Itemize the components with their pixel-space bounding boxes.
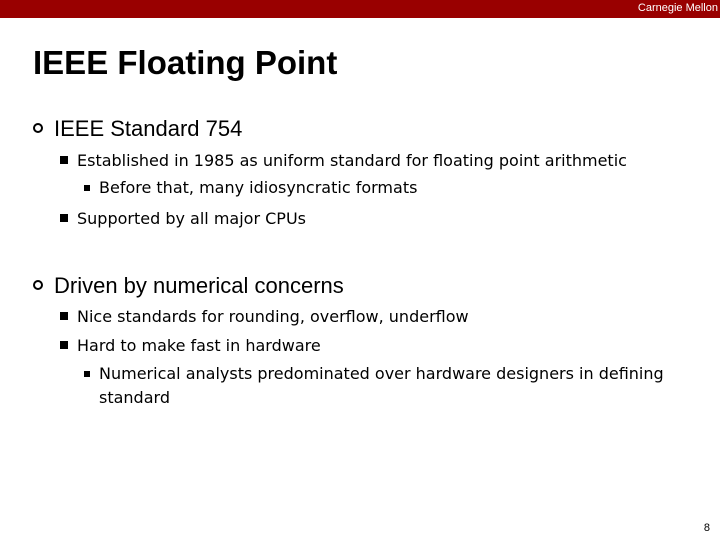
subbullet-idiosyncratic <box>84 176 684 200</box>
section-label: Driven by numerical concerns <box>54 273 344 298</box>
section-label: IEEE Standard 754 <box>54 116 243 141</box>
bullet-label: Hard to make fast in hardware <box>77 336 321 355</box>
subbullet-numerical-analysts <box>84 362 684 410</box>
square-bullet-icon <box>60 214 68 222</box>
brand-label: Carnegie Mellon <box>637 2 718 14</box>
subbullet-label: Before that, many idiosyncratic formats <box>99 178 418 197</box>
square-bullet-icon <box>60 341 68 349</box>
square-bullet-icon <box>60 312 68 320</box>
bullet-label: Supported by all major CPUs <box>77 209 306 228</box>
small-square-bullet-icon <box>84 371 90 377</box>
small-square-bullet-icon <box>84 185 90 191</box>
header-bar <box>0 0 720 18</box>
circle-bullet-icon <box>33 280 43 290</box>
bullet-label: Established in 1985 as uniform standard for floating point arithmetic <box>77 151 627 170</box>
bullet-label: Nice standards for rounding, overflow, underflow <box>77 307 469 326</box>
slide-title: IEEE Floating Point <box>33 44 338 81</box>
page-number: 8 <box>703 522 710 534</box>
circle-bullet-icon <box>33 123 43 133</box>
subbullet-label: Numerical analysts predominated over hardware designers in defining standard <box>99 364 664 407</box>
square-bullet-icon <box>60 156 68 164</box>
